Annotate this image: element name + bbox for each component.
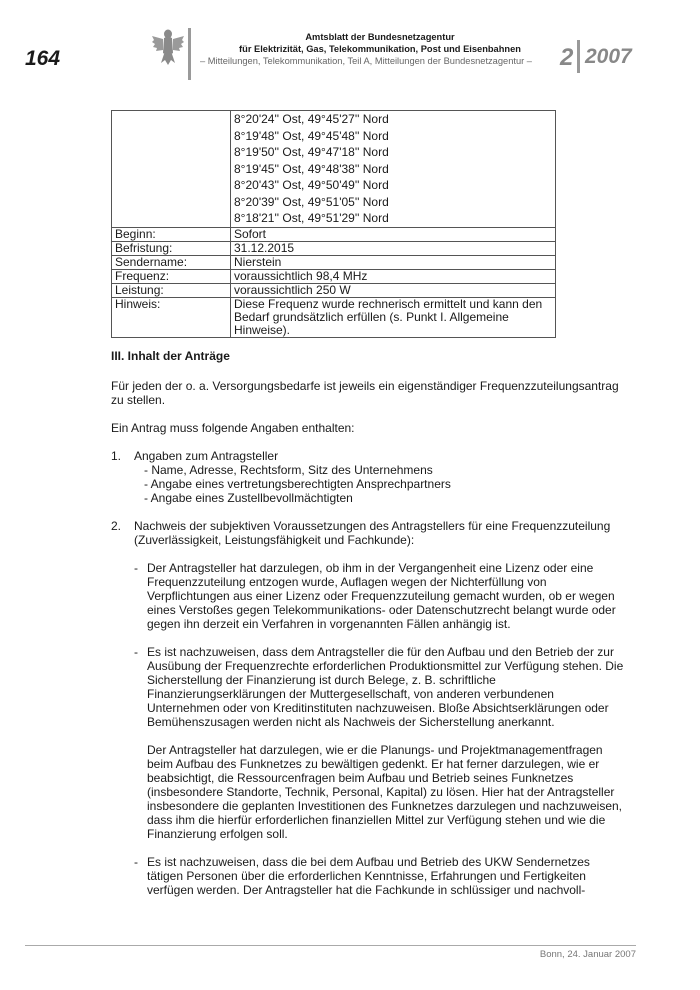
dash-item-text: Es ist nachzuweisen, dass dem Antragsteller die für den Aufbau und den Betrieb der zur Ausübung der Frequenzrechte erforderlichen Produktionsmittel zur Verfügung stehen. Die Sicherstellung der Finanzierung ist durch Belege, z. B. schriftliche Finanzierungserklärungen der Muttergesellschaft, von anderen verbundenen Unternehmen oder von Kreditinstituten nachzuweisen. Bloße Absichtserklärungen oder Bemühenszusagen werden nicht als Nachweis der Sicherstellung anerkannt. bbox=[147, 645, 624, 729]
coordinate-line: 8°18'21'' Ost, 49°51'29'' Nord bbox=[234, 211, 389, 225]
row-value: Sofort bbox=[231, 227, 556, 241]
dash-item bbox=[111, 561, 626, 631]
item-title: Angaben zum Antragsteller bbox=[134, 449, 279, 463]
frequency-details-table bbox=[111, 110, 556, 338]
table-row bbox=[112, 255, 556, 269]
row-value: voraussichtlich 250 W bbox=[231, 283, 556, 297]
coordinate-line: 8°20'43'' Ost, 49°50'49'' Nord bbox=[234, 178, 389, 192]
coordinate-line: 8°19'48'' Ost, 49°45'48'' Nord bbox=[234, 128, 389, 143]
dash-marker: - bbox=[134, 645, 138, 659]
document-body bbox=[111, 349, 626, 911]
issue-divider bbox=[577, 40, 580, 73]
intro-paragraph: Für jeden der o. a. Versorgungsbedarfe ist jeweils ein eigenständiger Frequenzzuteilungsantrag zu stellen. bbox=[111, 379, 619, 407]
item-text: Nachweis der subjektiven Voraussetzungen des Antragstellers für eine Frequenzzuteilung (Zuverlässigkeit, Leistungsfähigkeit und Fachkunde): bbox=[134, 519, 611, 547]
sub-list-item: - Name, Adresse, Rechtsform, Sitz des Unternehmens bbox=[144, 463, 433, 477]
row-label: Hinweis: bbox=[112, 297, 231, 337]
dash-item-text: Der Antragsteller hat darzulegen, ob ihm in der Vergangenheit eine Lizenz oder eine Frequenzzuteilung entzogen wurde, Auflagen wegen der Nichterfüllung von Verpflichtungen aus einer Lizenz oder Frequenzzuteilung gemacht wurden, ob er wegen eines Verstoßes gegen Telekommunikations- oder Datenschutzrecht belangt wurde oder gegen ihn derzeit ein Verfahren in vorgenannten Fällen anhängig ist. bbox=[147, 561, 616, 631]
table-row bbox=[112, 297, 556, 337]
footer-divider bbox=[25, 945, 636, 946]
issue-number: 2 bbox=[560, 44, 574, 71]
row-label: Frequenz: bbox=[112, 269, 231, 283]
dash-marker: - bbox=[134, 855, 138, 869]
table-row bbox=[112, 241, 556, 255]
dash-item bbox=[111, 645, 626, 841]
numbered-item-2 bbox=[111, 519, 626, 547]
coordinate-line: 8°20'24'' Ost, 49°45'27'' Nord bbox=[234, 112, 389, 126]
footer-date: Bonn, 24. Januar 2007 bbox=[539, 949, 636, 960]
row-value: Diese Frequenz wurde rechnerisch ermittelt und kann den Bedarf grundsätzlich erfüllen (s. Punkt I. Allgemeine Hinweise). bbox=[231, 297, 556, 337]
coordinate-list bbox=[231, 111, 556, 228]
coordinate-line: 8°19'50'' Ost, 49°47'18'' Nord bbox=[234, 145, 389, 159]
gazette-subtitle: – Mitteilungen, Telekommunikation, Teil A, Mitteilungen der Bundesnetzagentur – bbox=[200, 56, 532, 66]
issue-year: 2007 bbox=[585, 45, 632, 68]
dash-item-continuation: Der Antragsteller hat darzulegen, wie er die Planungs- und Projektmanagementfragen beim Aufbau des Funknetzes zu bewältigen gedenkt. Er hat ferner darzulegen, wie er beabsichtigt, die Ressourcenfragen beim Aufbau und Betrieb seines Funknetzes (insbesondere Standorte, Technik, Personal, Kapital) zu lösen. Hier hat der Antragsteller insbesondere die geplanten Investitionen des Funknetzes darzulegen und nachzuweisen, dass ihm die hierfür erforderlichen finanziellen Mittel zur Verfügung stehen und wie die Finanzierung erfolgen soll. bbox=[147, 743, 622, 841]
row-value: Nierstein bbox=[231, 255, 556, 269]
sub-list-item: - Angabe eines Zustellbevollmächtigten bbox=[144, 491, 353, 505]
gazette-title-line2: für Elektrizität, Gas, Telekommunikation, Post und Eisenbahnen bbox=[239, 44, 521, 54]
coordinate-line: 8°19'45'' Ost, 49°48'38'' Nord bbox=[234, 161, 389, 176]
federal-eagle-icon bbox=[151, 27, 185, 67]
dash-marker: - bbox=[134, 561, 138, 575]
row-label: Sendername: bbox=[112, 255, 231, 269]
gazette-title bbox=[215, 31, 545, 55]
table-row bbox=[112, 269, 556, 283]
section-heading: III. Inhalt der Anträge bbox=[111, 349, 230, 363]
header-divider bbox=[188, 28, 191, 80]
table-row bbox=[112, 283, 556, 297]
numbered-item-1 bbox=[111, 449, 626, 505]
item-number: 1. bbox=[111, 449, 122, 463]
row-label: Befristung: bbox=[112, 241, 231, 255]
dash-item-text: Es ist nachzuweisen, dass die bei dem Aufbau und Betrieb des UKW Sendernetzes tätigen Personen über die erforderlichen Kenntnisse, Erfahrungen und Fertigkeiten verfügen werden. Der Antragsteller hat die Fachkunde in schlüssiger und nachvoll- bbox=[147, 855, 590, 897]
sub-list-item: - Angabe eines vertretungsberechtigten Ansprechpartners bbox=[144, 477, 451, 491]
row-value: 31.12.2015 bbox=[231, 241, 556, 255]
table-row-coordinates bbox=[112, 111, 556, 228]
row-label: Leistung: bbox=[112, 283, 231, 297]
row-value: voraussichtlich 98,4 MHz bbox=[231, 269, 556, 283]
intro-paragraph: Ein Antrag muss folgende Angaben enthalten: bbox=[111, 421, 355, 435]
dash-item bbox=[111, 855, 626, 897]
row-label: Beginn: bbox=[112, 227, 231, 241]
gazette-title-line1: Amtsblatt der Bundesnetzagentur bbox=[305, 32, 455, 42]
coordinate-line: 8°20'39'' Ost, 49°51'05'' Nord bbox=[234, 194, 389, 209]
page-number: 164 bbox=[25, 47, 61, 70]
table-row bbox=[112, 227, 556, 241]
table-cell-empty bbox=[112, 111, 231, 228]
item-number: 2. bbox=[111, 519, 122, 533]
